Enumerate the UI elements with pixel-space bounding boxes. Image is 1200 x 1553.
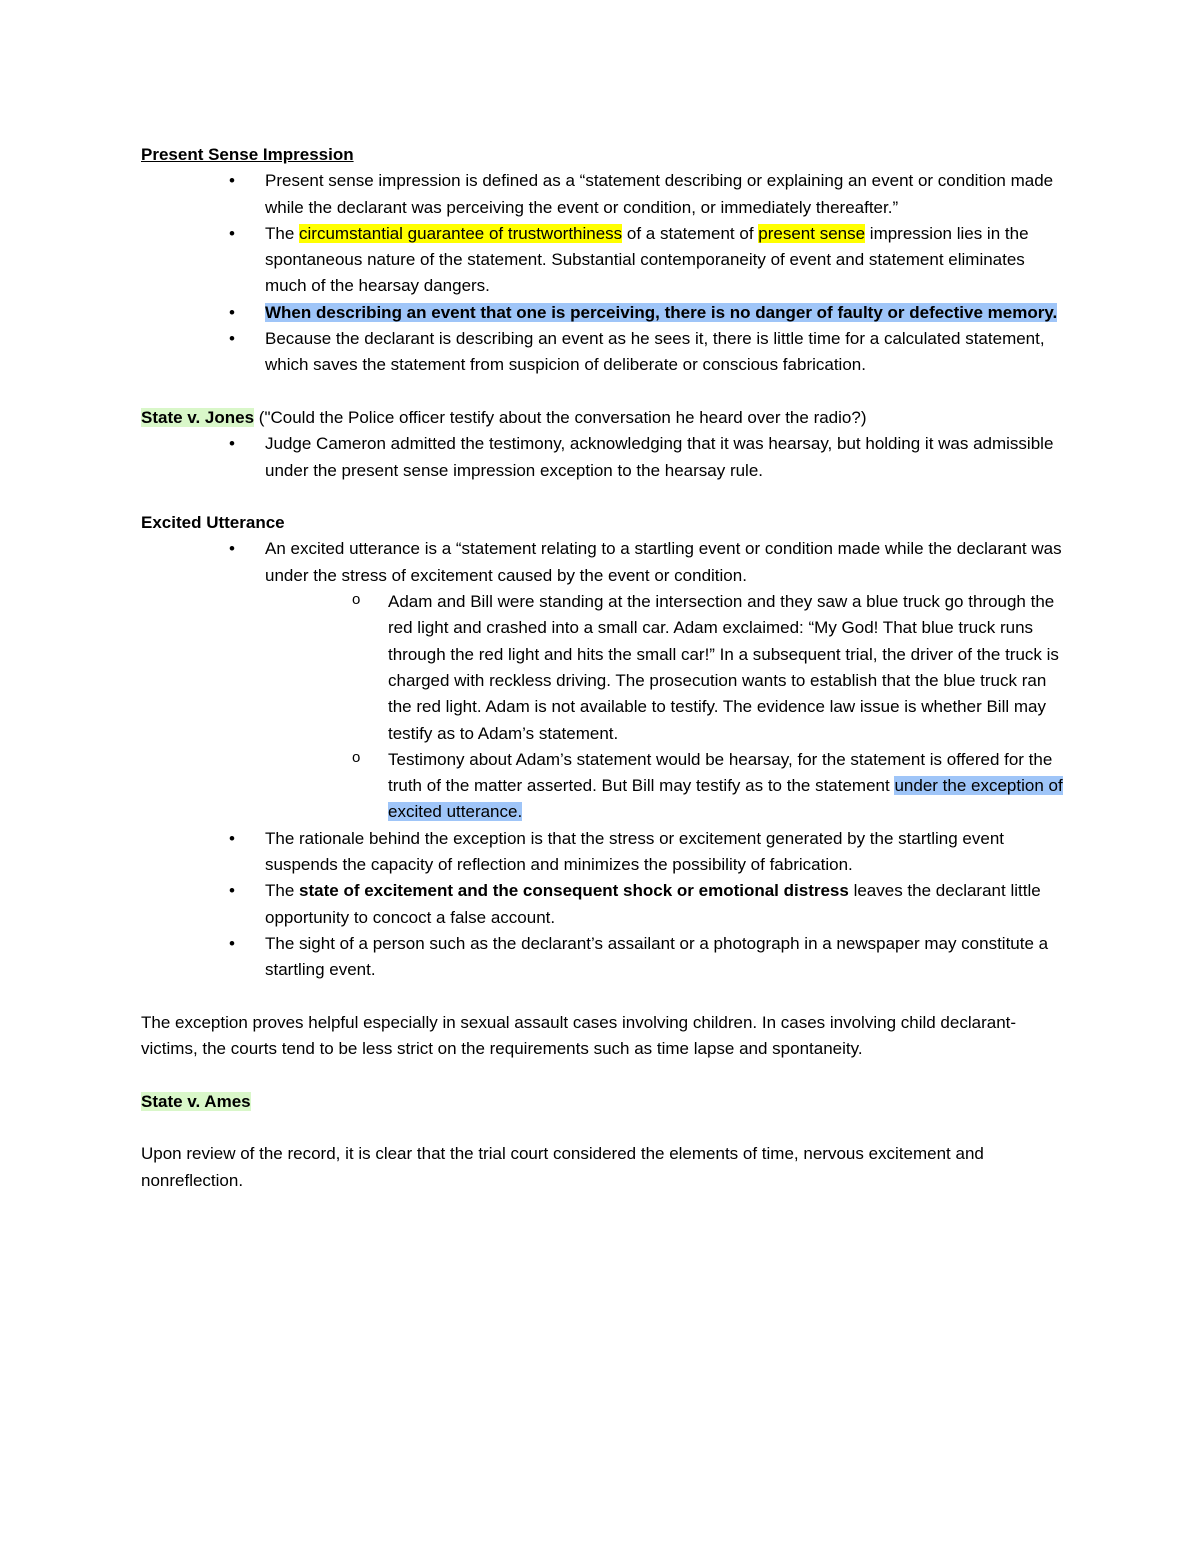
highlight-faulty-memory: When describing an event that one is perceiving, there is no danger of faulty or defective memory. <box>265 302 1058 322</box>
list-item <box>141 826 1066 879</box>
highlight-trustworthiness: circumstantial guarantee of trustworthiness <box>299 223 623 243</box>
bold-phrase: state of excitement and the consequent shock or emotional distress <box>299 881 849 901</box>
excited-text: The sight of a person such as the declarant’s assailant or a photograph in a newspaper may constitute a startling event. <box>265 933 1049 980</box>
psi-text: The <box>265 223 300 243</box>
heading-present-sense-impression: Present Sense Impression <box>141 145 354 164</box>
bullet-icon: • <box>229 329 235 349</box>
sub-list-item <box>141 747 1066 826</box>
jones-bullet-list <box>141 431 1066 484</box>
bullet-icon: • <box>229 933 235 953</box>
spacer <box>141 1115 1066 1141</box>
circle-bullet-icon: o <box>352 748 361 766</box>
list-item <box>141 931 1066 984</box>
psi-definition-text: Present sense impression is defined as a “statement describing or explaining an event or condition made while the declarant was perceiving the event or condition, or immediately thereafter.” <box>265 171 1054 217</box>
bullet-icon: • <box>229 302 235 322</box>
case-name-jones: State v. Jones <box>141 407 255 427</box>
heading-excited-utterance: Excited Utterance <box>141 513 285 533</box>
excited-bullet-list <box>141 536 1066 589</box>
excited-text: leaves the declarant little opportunity to concoct a false account. <box>265 881 1041 927</box>
bullet-icon: • <box>229 881 235 901</box>
rationale-text: The rationale behind the exception is that the stress or excitement generated by the startling event suspends the capacity of reflection and minimizes the possibility of fabrication. <box>265 828 1004 875</box>
example-text: Adam and Bill were standing at the intersection and they saw a blue truck go through the red light and crashed into a small car. Adam exclaimed: “My God! That blue truck runs through the red light and hits the small car!” In a subsequent trial, the driver of the truck is charged with reckless driving. The prosecution wants to establish that the blue truck ran the red light. Adam is not available to testify. The evidence law issue is whether Bill may testify as to Adam’s statement. <box>388 592 1059 743</box>
sub-list-item <box>141 589 1066 747</box>
bullet-icon: • <box>229 171 235 191</box>
jones-question: ("Could the Police officer testify about the conversation he heard over the radio?) <box>254 407 867 427</box>
highlight-present-sense: present sense <box>758 223 866 243</box>
paragraph-sexual-assault: The exception proves helpful especially in sexual assault cases involving children. In cases involving child declarant-victims, the courts tend to be less strict on the requirements such as time lapse and spontaneity. <box>141 1012 1017 1059</box>
list-item <box>141 431 1066 484</box>
jones-holding-text: Judge Cameron admitted the testimony, acknowledging that it was hearsay, but holding it was admissible under the present sense impression exception to the hearsay rule. <box>265 434 1054 480</box>
bullet-icon: • <box>229 828 235 848</box>
psi-text: Because the declarant is describing an event as he sees it, there is little time for a calculated statement, which saves the statement from suspicion of deliberate or conscious fabrication. <box>265 329 1045 375</box>
excited-bullet-list-2 <box>141 826 1066 984</box>
list-item <box>141 536 1066 589</box>
psi-text: of a statement of <box>622 223 759 243</box>
jones-case-line <box>141 405 1066 431</box>
psi-bullet-list <box>141 168 1066 378</box>
paragraph-ames: Upon review of the record, it is clear that the trial court considered the elements of time, nervous excitement and nonreflection. <box>141 1144 984 1190</box>
highlight-excited-utterance: under the exception of excited utterance. <box>388 776 1063 822</box>
bullet-icon: • <box>229 539 235 559</box>
case-name-ames: State v. Ames <box>141 1091 251 1111</box>
excited-definition-text: An excited utterance is a “statement relating to a startling event or condition made while the declarant was under the stress of excitement caused by the event or condition. <box>265 539 1062 585</box>
bullet-icon: • <box>229 434 235 454</box>
document-body <box>141 142 1066 1194</box>
spacer <box>141 379 1066 405</box>
list-item <box>141 300 1066 326</box>
spacer <box>141 984 1066 1010</box>
list-item <box>141 878 1066 931</box>
spacer <box>141 484 1066 510</box>
list-item <box>141 168 1066 221</box>
bullet-icon: • <box>229 223 235 243</box>
spacer <box>141 1062 1066 1088</box>
circle-bullet-icon: o <box>352 591 361 609</box>
example-text: Testimony about Adam’s statement would be hearsay, for the statement is offered for the truth of the matter asserted. But Bill may testify as to the statement <box>388 749 1053 796</box>
list-item <box>141 326 1066 379</box>
list-item <box>141 221 1066 300</box>
excited-sub-list <box>141 589 1066 826</box>
ames-case-line <box>141 1089 1066 1115</box>
excited-text: The <box>265 881 300 901</box>
psi-text: impression lies in the spontaneous nature of the statement. Substantial contemporaneity of event and statement eliminates much of the hearsay dangers. <box>265 223 1029 296</box>
